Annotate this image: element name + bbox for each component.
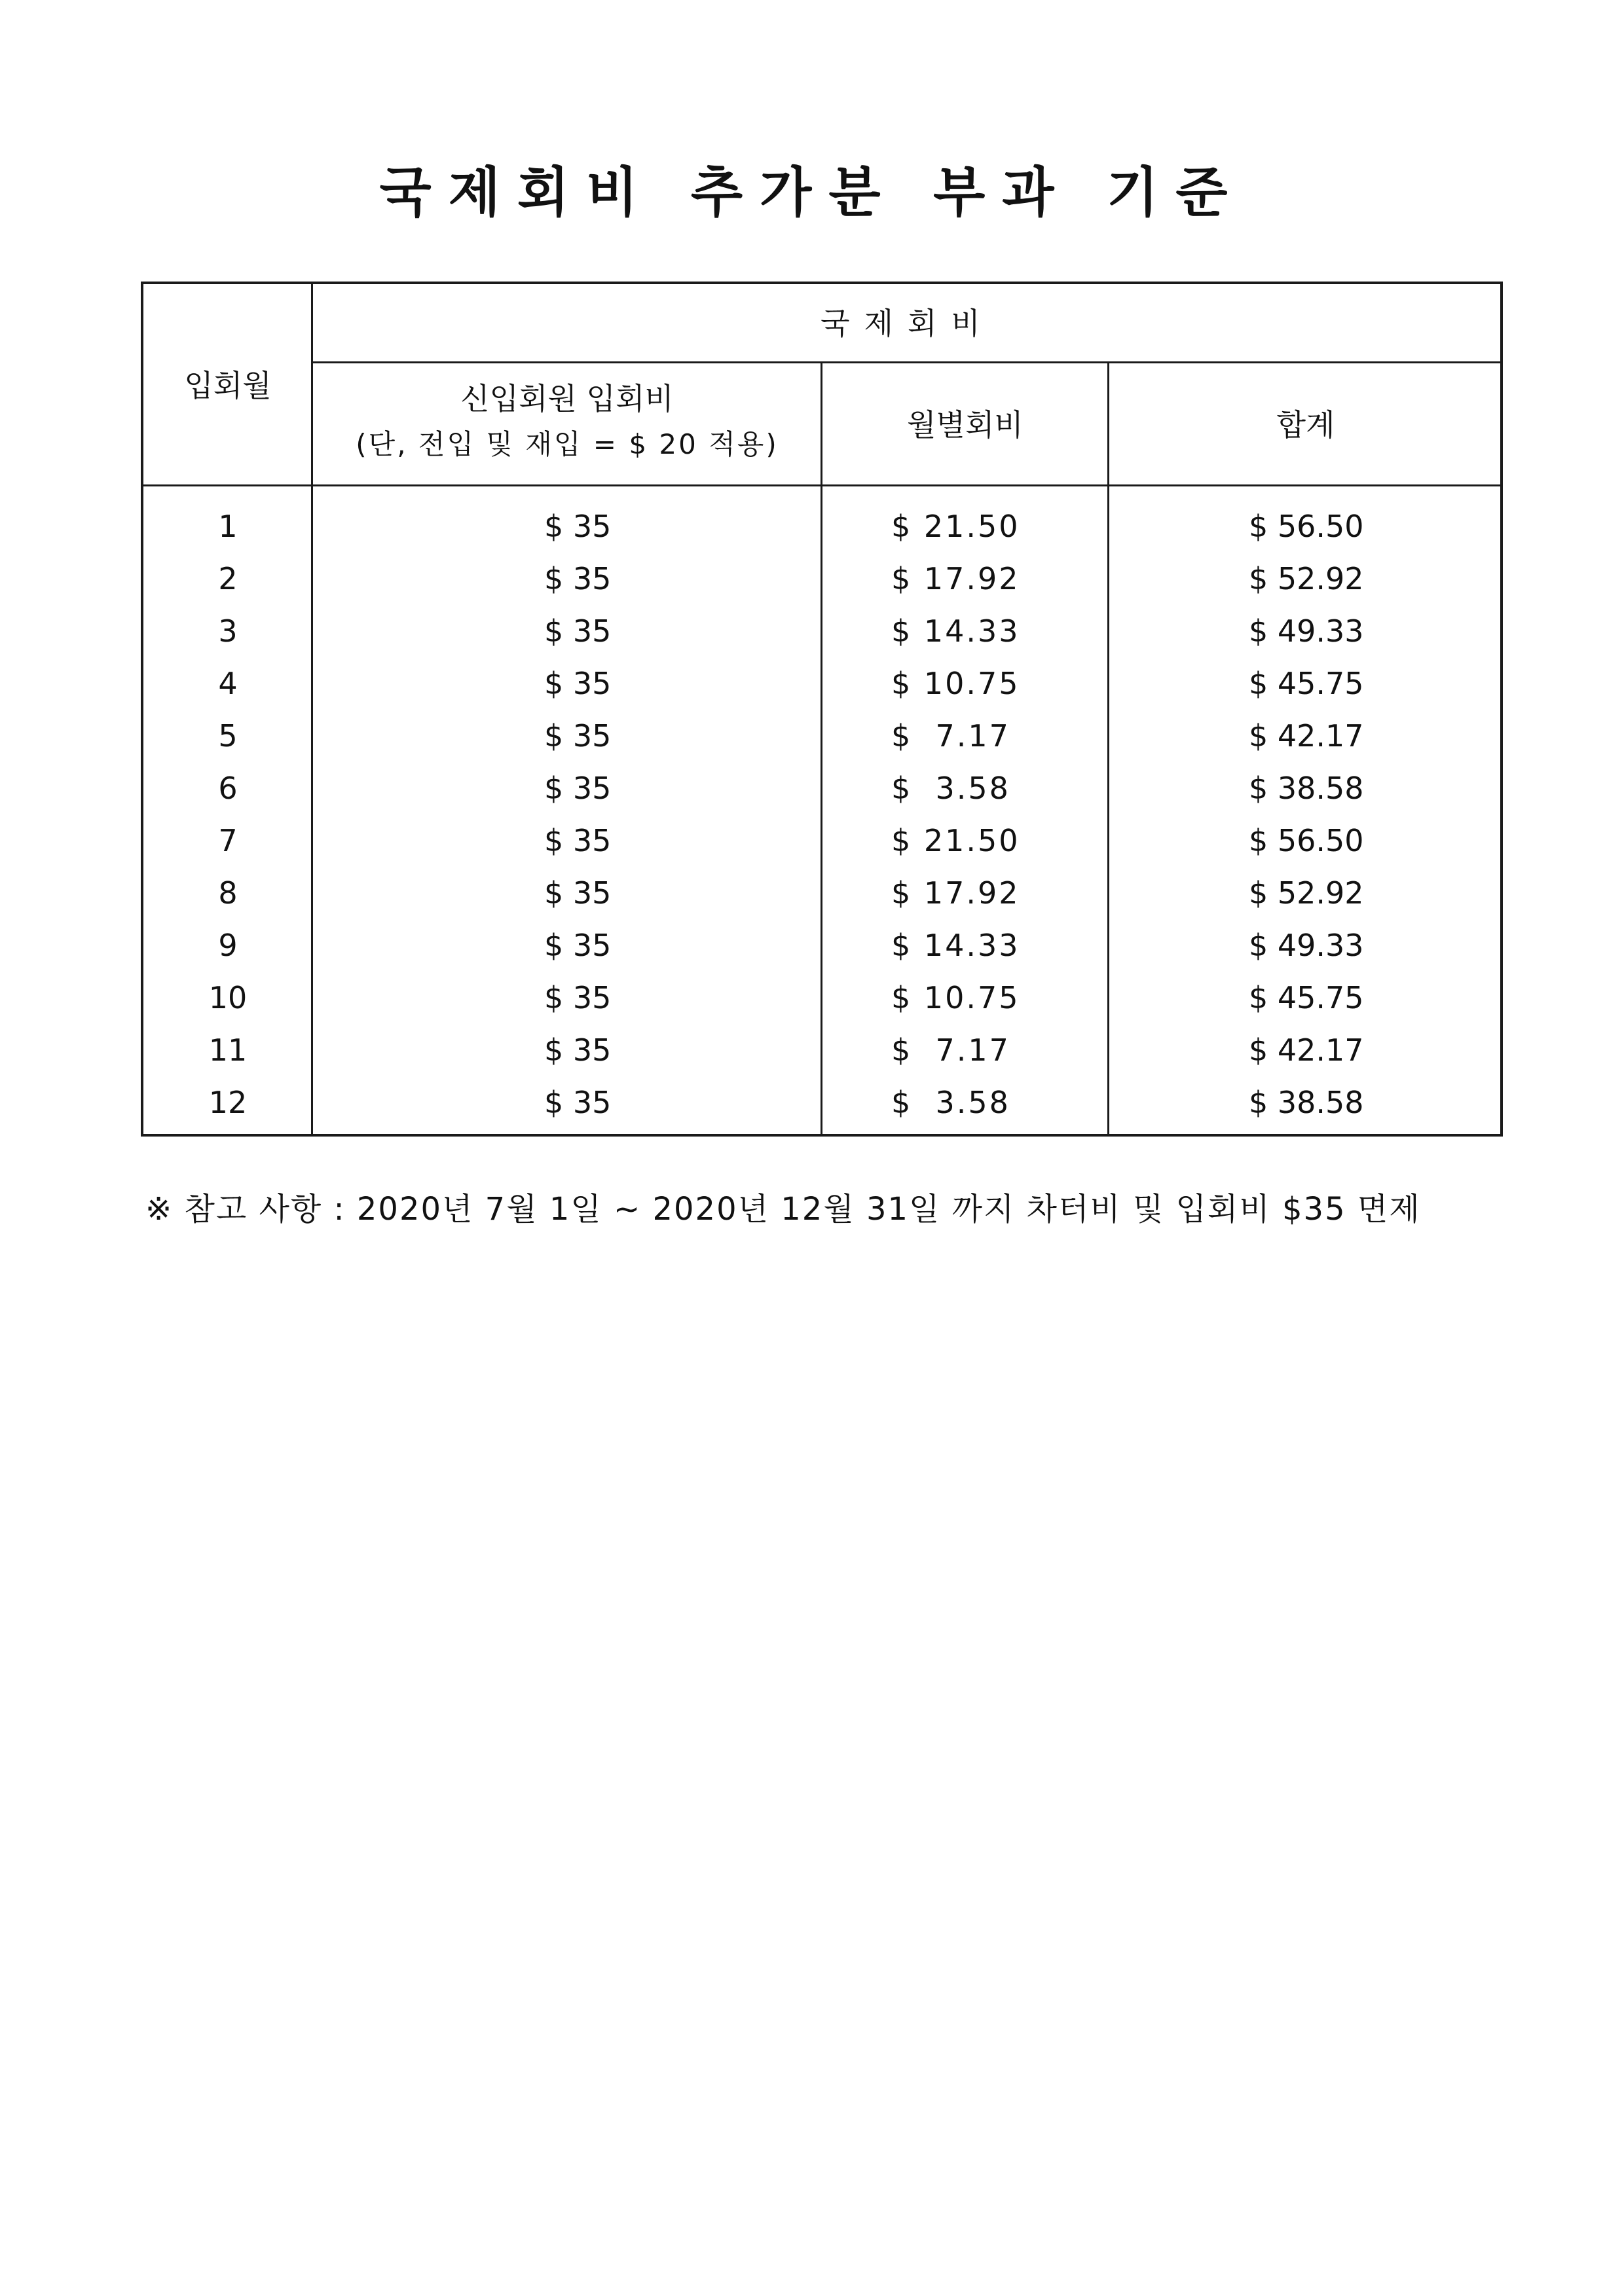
header-entry-fee-note: (단, 전입 및 재입 = $ 20 적용) xyxy=(356,428,779,460)
row-divider xyxy=(312,361,1500,363)
table-row xyxy=(143,919,1503,972)
cell-month: 9 xyxy=(218,928,238,963)
cell-total: $ 52.92 xyxy=(1249,561,1364,596)
cell-monthly-fee: $ 7.17 xyxy=(891,718,1010,754)
cell-total: $ 56.50 xyxy=(1249,823,1364,858)
table-body xyxy=(143,500,1503,1129)
header-entry-fee: 신입회원 입회비 xyxy=(460,381,674,416)
cell-total: $ 56.50 xyxy=(1249,509,1364,544)
cell-monthly-fee: $ 17.92 xyxy=(891,875,1020,911)
cell-total: $ 38.58 xyxy=(1249,1085,1364,1120)
cell-monthly-fee: $ 14.33 xyxy=(891,613,1020,649)
cell-total: $ 38.58 xyxy=(1249,771,1364,806)
cell-monthly-fee: $ 14.33 xyxy=(891,928,1020,963)
cell-monthly-fee: $ 10.75 xyxy=(891,980,1020,1015)
cell-entry-fee: $ 35 xyxy=(544,980,612,1015)
cell-monthly-fee: $ 3.58 xyxy=(891,771,1010,806)
cell-monthly-fee: $ 21.50 xyxy=(891,823,1020,858)
table-row xyxy=(143,1076,1503,1129)
cell-entry-fee: $ 35 xyxy=(544,823,612,858)
page-title: 국제회비 추가분 부과 기준 xyxy=(379,162,1245,224)
table-row xyxy=(143,657,1503,710)
table-row xyxy=(143,500,1503,553)
cell-total: $ 45.75 xyxy=(1249,666,1364,701)
cell-monthly-fee: $ 17.92 xyxy=(891,561,1020,596)
cell-month: 5 xyxy=(218,718,238,754)
cell-month: 1 xyxy=(218,509,238,544)
cell-monthly-fee: $ 21.50 xyxy=(891,509,1020,544)
cell-entry-fee: $ 35 xyxy=(544,875,612,911)
table-row xyxy=(143,553,1503,605)
cell-total: $ 45.75 xyxy=(1249,980,1364,1015)
header-total: 합계 xyxy=(1276,407,1335,443)
header-group-label: 국제회비 xyxy=(821,306,995,341)
cell-monthly-fee: $ 3.58 xyxy=(891,1085,1010,1120)
table-row xyxy=(143,605,1503,657)
table-row xyxy=(143,1024,1503,1076)
cell-monthly-fee: $ 10.75 xyxy=(891,666,1020,701)
cell-total: $ 42.17 xyxy=(1249,1032,1364,1068)
cell-entry-fee: $ 35 xyxy=(544,666,612,701)
cell-month: 2 xyxy=(218,561,238,596)
fee-table xyxy=(141,282,1503,1137)
cell-entry-fee: $ 35 xyxy=(544,1032,612,1068)
cell-month: 10 xyxy=(208,980,248,1015)
cell-entry-fee: $ 35 xyxy=(544,928,612,963)
cell-entry-fee: $ 35 xyxy=(544,509,612,544)
header-month: 입회월 xyxy=(184,368,272,403)
table-row xyxy=(143,972,1503,1024)
cell-monthly-fee: $ 7.17 xyxy=(891,1032,1010,1068)
cell-entry-fee: $ 35 xyxy=(544,771,612,806)
cell-total: $ 42.17 xyxy=(1249,718,1364,754)
cell-entry-fee: $ 35 xyxy=(544,1085,612,1120)
cell-month: 6 xyxy=(218,771,238,806)
cell-month: 12 xyxy=(208,1085,248,1120)
cell-month: 8 xyxy=(218,875,238,911)
cell-month: 4 xyxy=(218,666,238,701)
cell-month: 7 xyxy=(218,823,238,858)
table-row xyxy=(143,867,1503,919)
cell-total: $ 52.92 xyxy=(1249,875,1364,911)
cell-month: 11 xyxy=(208,1032,248,1068)
cell-total: $ 49.33 xyxy=(1249,613,1364,649)
cell-entry-fee: $ 35 xyxy=(544,561,612,596)
table-row xyxy=(143,762,1503,814)
cell-entry-fee: $ 35 xyxy=(544,613,612,649)
reference-note: ※ 참고 사항 : 2020년 7월 1일 ~ 2020년 12월 31일 까지 차터비 및 입회비 $35 면제 xyxy=(145,1191,1421,1228)
cell-entry-fee: $ 35 xyxy=(544,718,612,754)
row-divider xyxy=(143,484,1500,486)
table-row xyxy=(143,814,1503,867)
header-monthly-fee: 월별회비 xyxy=(907,407,1024,443)
cell-total: $ 49.33 xyxy=(1249,928,1364,963)
cell-month: 3 xyxy=(218,613,238,649)
table-row xyxy=(143,710,1503,762)
